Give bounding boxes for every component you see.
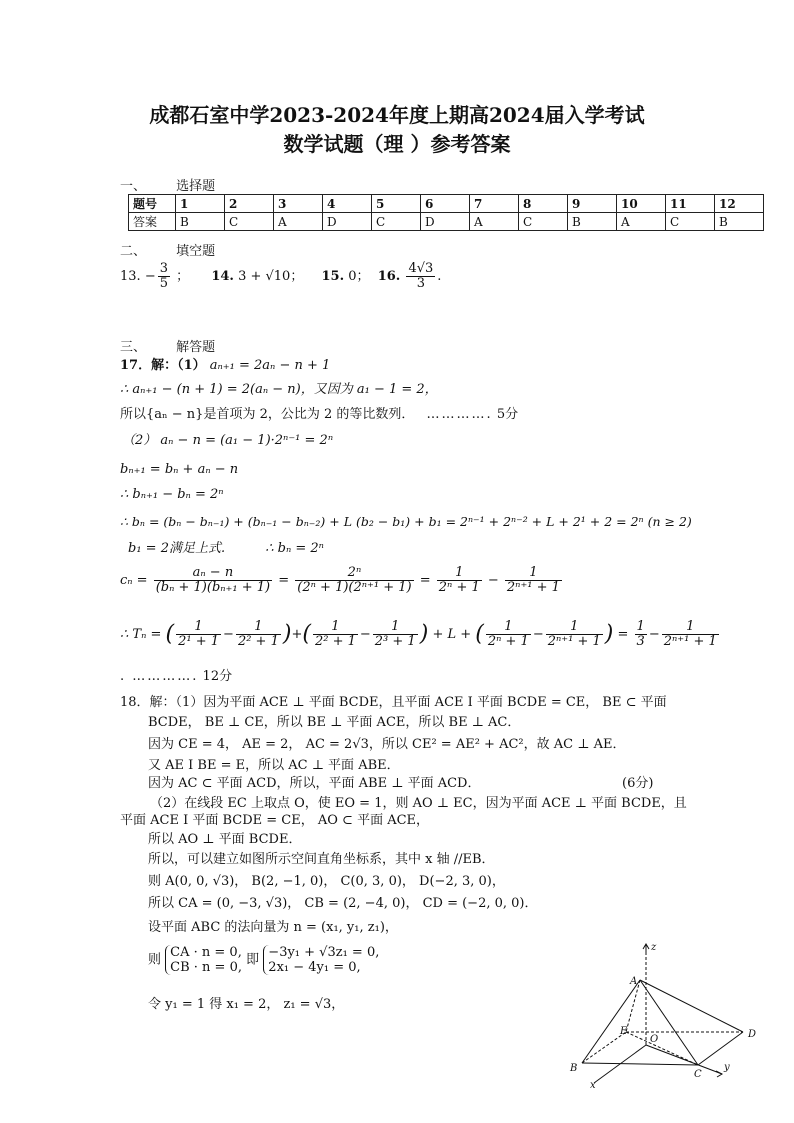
p17-line-7: ∴ bₙ = (bₙ − bₙ₋₁) + (bₙ₋₁ − bₙ₋₂) + L (b₂ − b₁) + b₁ = 2ⁿ⁻¹ + 2ⁿ⁻² + L + 2¹ + 2 = 2ⁿ (n ≥ 2) [120, 514, 692, 529]
p18-ji: 即 [246, 952, 260, 968]
tn-lhs: ∴ Tₙ = [120, 627, 162, 642]
p17-line-5: bₙ₊₁ = bₙ + aₙ − n [120, 462, 239, 477]
p18-line-13 [148, 945, 379, 975]
edge-AB [582, 980, 640, 1063]
label-E: E [620, 1026, 628, 1037]
p17-conclusion: 所以{aₙ − n}是首项为 2，公比为 2 的等比数列． [120, 407, 415, 422]
p18-system-1 [165, 945, 242, 975]
section-2-label: 二、 [120, 244, 147, 259]
q15-answer: 0 [348, 269, 357, 284]
section-3-name: 解答题 [176, 340, 216, 355]
tn-c2-num: 1 [546, 620, 603, 635]
p17-cn-line: cₙ = $\frac{\text{aₙ − n}}{\text{(bₙ + 1)(bₙ₊₁ + 1)}}$ = $\frac{\text{2ⁿ}}{\text{(2ⁿ + 1)(2ⁿ⁺¹ + 1)}}$ = $\frac{1}{\text{2ⁿ + 1}}$ − $\frac{1}{\text{2ⁿ⁺¹ + 1}}$ [120, 565, 560, 595]
q15-sep: ； [356, 269, 370, 284]
p17-line-6: ∴ bₙ₊₁ − bₙ = 2ⁿ [120, 487, 224, 502]
tn-a2 [236, 620, 281, 649]
p18-line-3: 因为 CE = 4， AE = 2， AC = 2√3，所以 CE² = AE² + AC²，故 AC ⊥ AE． [148, 737, 626, 752]
table-cell: 5 [372, 195, 421, 213]
tn-c2-den: 2ⁿ⁺¹ + 1 [547, 634, 601, 649]
table-cell: A [470, 213, 519, 231]
p17-bn: ∴ bₙ = 2ⁿ [265, 541, 324, 556]
table-cell: 9 [568, 195, 617, 213]
edge-BC [582, 1063, 698, 1065]
table-cell: B [176, 213, 225, 231]
answer-table-wrap [128, 194, 764, 231]
tn-a2-num: 1 [236, 620, 281, 635]
label-O: O [650, 1034, 659, 1045]
p17-line-8 [128, 540, 324, 558]
edge-AD [640, 980, 743, 1032]
cn-frac-4 [505, 566, 562, 595]
q13-sep: ； [176, 269, 190, 284]
cn-frac-2-num: 2ⁿ [295, 566, 413, 581]
table-row-question-numbers [129, 195, 764, 213]
table-cell: B [568, 213, 617, 231]
table-row-answers [129, 213, 764, 231]
p17-dots-2: . …………. [120, 669, 199, 684]
p18-line-12: 设平面 ABC 的法向量为 n = (x₁, y₁, z₁)， [148, 920, 398, 935]
table-cell: A [274, 213, 323, 231]
table-cell: 1 [176, 195, 225, 213]
y-axis [646, 1045, 722, 1074]
answer-table [128, 194, 764, 231]
p17-head: 17．解：（1） [120, 358, 206, 373]
table-cell: 答案 [129, 213, 176, 231]
q13-fraction [158, 262, 170, 291]
cn-frac-2 [295, 566, 413, 595]
q16-end: . [437, 269, 442, 284]
p18-line-7: 平面 ACE I 平面 BCDE = CE， AO ⊂ 平面 ACE， [120, 813, 430, 828]
cn-frac-3-num: 1 [437, 566, 482, 581]
tn-c2 [546, 620, 603, 649]
page-title: 成都石室中学2023-2024年度上期高2024届入学考试 [149, 103, 645, 127]
cn-frac-4-num: 1 [505, 566, 562, 581]
tn-a1-num: 1 [176, 620, 221, 635]
p17-line-2: ∴ aₙ₊₁ − (n + 1) = 2(aₙ − n)，又因为 a₁ − 1 = 2， [120, 382, 438, 397]
section-1-label: 一、 [120, 179, 147, 194]
cn-lhs: cₙ = [120, 573, 148, 588]
tn-r2-den: 2ⁿ⁺¹ + 1 [663, 634, 717, 649]
p17-score-1: 5分 [496, 407, 519, 422]
p17-dots-1: …………. [426, 407, 493, 422]
p18-score-1: (6分) [622, 776, 654, 791]
tn-b2-num: 1 [373, 620, 418, 635]
q13-num: 3 [159, 261, 169, 276]
cn-frac-3 [437, 566, 482, 595]
section-1-name: 选择题 [176, 179, 216, 194]
table-cell: 题号 [129, 195, 176, 213]
table-cell: B [715, 213, 764, 231]
tn-b2 [373, 620, 418, 649]
tn-r1-den: 3 [636, 634, 645, 649]
label-D: D [748, 1029, 757, 1040]
q16-num: 4√3 [408, 261, 434, 276]
q16-label: 16. [377, 269, 401, 284]
cn-frac-3-den: 2ⁿ + 1 [438, 580, 480, 595]
p18-ze: 则 [148, 952, 162, 968]
table-cell: D [421, 213, 470, 231]
table-cell: C [372, 213, 421, 231]
tn-a1 [176, 620, 221, 649]
label-z: z [651, 942, 657, 953]
p18-line-2: BCDE， BE ⊥ CE，所以 BE ⊥ 平面 ACE，所以 BE ⊥ AC． [148, 715, 521, 730]
table-cell: C [666, 213, 715, 231]
cn-frac-2-den: (2ⁿ + 1)(2ⁿ⁺¹ + 1) [297, 580, 412, 595]
table-cell: C [519, 213, 568, 231]
p18-line-11: 所以 CA = (0, −3, √3)， CB = (2, −4, 0)， CD = (−2, 0, 0)． [148, 896, 538, 911]
label-x: x [590, 1080, 596, 1090]
p17-b1: b₁ = 2满足上式. [128, 541, 226, 556]
tn-b1 [313, 620, 358, 649]
q16-fraction [406, 262, 435, 291]
label-A: A [630, 976, 638, 987]
table-cell: 6 [421, 195, 470, 213]
q13-label: 13. [120, 269, 141, 284]
p18-line-5: 因为 AC ⊂ 平面 ACD，所以，平面 ABE ⊥ 平面 ACD． [148, 776, 481, 791]
p18-sys1-eq2: CB · n = 0, [170, 960, 242, 975]
q15-label: 15. [321, 269, 345, 284]
cn-frac-1-num: aₙ − n [154, 566, 272, 581]
tn-r1-num: 1 [636, 619, 645, 634]
section-3-label: 三、 [120, 340, 147, 355]
table-cell: 11 [666, 195, 715, 213]
table-cell: D [323, 213, 372, 231]
label-B: B [570, 1063, 578, 1074]
label-C: C [694, 1069, 702, 1080]
p18-sys1-eq1: CA · n = 0, [170, 945, 242, 960]
table-cell: 10 [617, 195, 666, 213]
page-subtitle: 数学试题（理 ）参考答案 [283, 132, 511, 156]
label-y: y [724, 1062, 730, 1073]
tn-c1-num: 1 [486, 620, 531, 635]
q13-sign: − [144, 269, 156, 284]
edge-AE [626, 980, 640, 1032]
table-cell: 8 [519, 195, 568, 213]
p17-line-1 [120, 357, 330, 375]
tn-c1-den: 2ⁿ + 1 [487, 634, 529, 649]
section-2-heading [120, 240, 215, 259]
table-cell: 12 [715, 195, 764, 213]
p18-line-4: 又 AE I BE = E，所以 AC ⊥ 平面 ABE． [148, 758, 400, 773]
p17-tn-line: ∴ Tₙ = ( $\frac{1}{\text{2¹ + 1}}$ − $\frac{1}{\text{2² + 1}}$ )+( $\frac{1}{\text{2² + 1}}$ − $\frac{1}{\text{2³ + 1}}$ ) + L + ( $\frac{1}{\text{2ⁿ + 1}}$ − $\frac{1}{\text{2ⁿ⁺¹ + 1}}$ ) = $\frac{1}{3}$ − $\frac{1}{\text{2ⁿ⁺¹ + 1}}$ [120, 619, 717, 649]
section-1-heading [120, 175, 215, 194]
tn-r2-num: 1 [662, 620, 719, 635]
table-cell: 4 [323, 195, 372, 213]
tn-a1-den: 2¹ + 1 [178, 634, 220, 649]
cn-frac-1 [154, 566, 272, 595]
p17-score-2: 12分 [202, 669, 233, 684]
p18-line-6: （2）在线段 EC 上取点 O，使 EO = 1，则 AO ⊥ EC，因为平面 ACE ⊥ 平面 BCDE，且 [150, 796, 687, 811]
q14-sep: ； [290, 269, 304, 284]
section-2-name: 填空题 [176, 244, 216, 259]
tn-c1 [486, 620, 531, 649]
table-cell: A [617, 213, 666, 231]
q14-answer: 3 + √10 [238, 269, 291, 284]
cn-frac-4-den: 2ⁿ⁺¹ + 1 [506, 580, 560, 595]
p18-line-9: 所以，可以建立如图所示空间直角坐标系，其中 x 轴 //EB． [148, 852, 495, 867]
fill-answers [120, 262, 441, 291]
p18-line-10: 则 A(0, 0, √3)， B(2, −1, 0)， C(0, 3, 0)， D(−2, 3, 0)， [148, 874, 505, 889]
pyramid-figure [560, 940, 770, 1090]
tn-a2-den: 2² + 1 [237, 634, 279, 649]
q13-den: 5 [159, 276, 169, 291]
y-arrow [716, 1071, 722, 1077]
tn-b2-den: 2³ + 1 [374, 634, 416, 649]
tn-r2 [662, 620, 719, 649]
q14-label: 14. [211, 269, 234, 284]
p18-sys2-eq2: 2x₁ − 4y₁ = 0, [268, 960, 361, 975]
table-cell: 3 [274, 195, 323, 213]
p17-score-line [120, 668, 232, 686]
tn-ellipsis: + L + [432, 627, 472, 642]
tn-b1-num: 1 [313, 620, 358, 635]
tn-r1 [635, 620, 647, 649]
p17-line-4: （2） aₙ − n = (a₁ − 1)·2ⁿ⁻¹ = 2ⁿ [122, 433, 334, 448]
section-3-heading [120, 336, 215, 355]
table-cell: C [225, 213, 274, 231]
p17-line-3 [120, 406, 518, 424]
p18-line-1: 18．解：（1）因为平面 ACE ⊥ 平面 BCDE，且平面 ACE I 平面 BCDE = CE， BE ⊂ 平面 [120, 695, 667, 710]
edge-CD [698, 1032, 743, 1065]
p18-system-2 [263, 945, 379, 975]
q16-den: 3 [416, 276, 426, 291]
table-cell: 2 [225, 195, 274, 213]
p17-recurrence: aₙ₊₁ = 2aₙ − n + 1 [209, 358, 331, 373]
table-cell: 7 [470, 195, 519, 213]
cn-frac-1-den: (bₙ + 1)(bₙ₊₁ + 1) [155, 580, 271, 595]
p18-line-8: 所以 AO ⊥ 平面 BCDE． [148, 832, 302, 847]
tn-b1-den: 2² + 1 [314, 634, 356, 649]
p18-line-14: 令 y₁ = 1 得 x₁ = 2， z₁ = √3， [148, 997, 345, 1012]
p18-sys2-eq1: −3y₁ + √3z₁ = 0, [268, 945, 380, 960]
